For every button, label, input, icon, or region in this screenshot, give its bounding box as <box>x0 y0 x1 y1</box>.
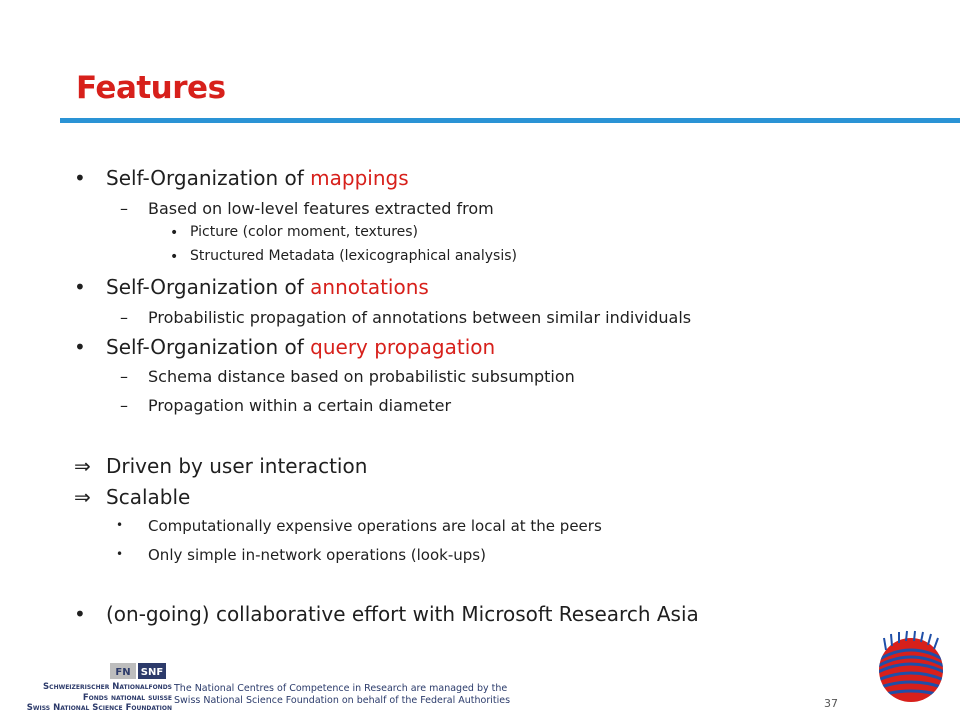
svg-text:FN: FN <box>115 667 131 678</box>
implies-marker: ⇒ <box>74 485 91 509</box>
page-number: 37 <box>824 697 838 710</box>
implies-marker: ⇒ <box>74 454 91 478</box>
list-item: Picture (color moment, textures) <box>190 224 419 240</box>
list-item: Self-Organization of mappings <box>106 166 409 190</box>
bullet-marker: • <box>74 602 86 626</box>
list-item: Schema distance based on probabilistic subsumption <box>148 367 575 386</box>
bullet-marker: • <box>74 275 86 299</box>
list-item: Probabilistic propagation of annotations between similar individuals <box>148 308 692 327</box>
list-item: Based on low-level features extracted from <box>148 199 494 218</box>
list-item: Scalable <box>106 485 191 509</box>
list-item: Structured Metadata (lexicographical analysis) <box>190 248 517 264</box>
fn-snf-logo <box>110 663 166 679</box>
globe-logo <box>876 630 946 706</box>
dash-marker: – <box>120 308 128 327</box>
bullet-marker: • <box>170 249 179 265</box>
list-item: Self-Organization of annotations <box>106 275 429 299</box>
bullet-marker: • <box>170 225 179 241</box>
footer-note: The National Centres of Competence in Research are managed by the Swiss National Science Foundation on behalf of the Federal Authorities <box>174 683 511 706</box>
bullet-marker: • <box>74 335 86 359</box>
dash-marker: – <box>120 396 128 415</box>
dash-marker: – <box>120 199 128 218</box>
foundation-name: Schweizerischer Nationalfonds Fonds national suisse Swiss National Science Foundation <box>26 682 172 713</box>
dash-marker: – <box>120 367 128 386</box>
list-item: Self-Organization of query propagation <box>106 335 496 359</box>
svg-text:SNF: SNF <box>140 667 164 678</box>
list-item: Only simple in-network operations (look-ups) <box>148 546 486 564</box>
list-item: Propagation within a certain diameter <box>148 396 452 415</box>
list-item: Driven by user interaction <box>106 454 368 478</box>
slide-title: Features <box>76 70 226 106</box>
bullet-marker: • <box>116 547 124 561</box>
list-item: (on-going) collaborative effort with Microsoft Research Asia <box>106 602 699 626</box>
bullet-marker: • <box>116 518 124 532</box>
bullet-marker: • <box>74 166 86 190</box>
list-item: Computationally expensive operations are local at the peers <box>148 517 602 535</box>
